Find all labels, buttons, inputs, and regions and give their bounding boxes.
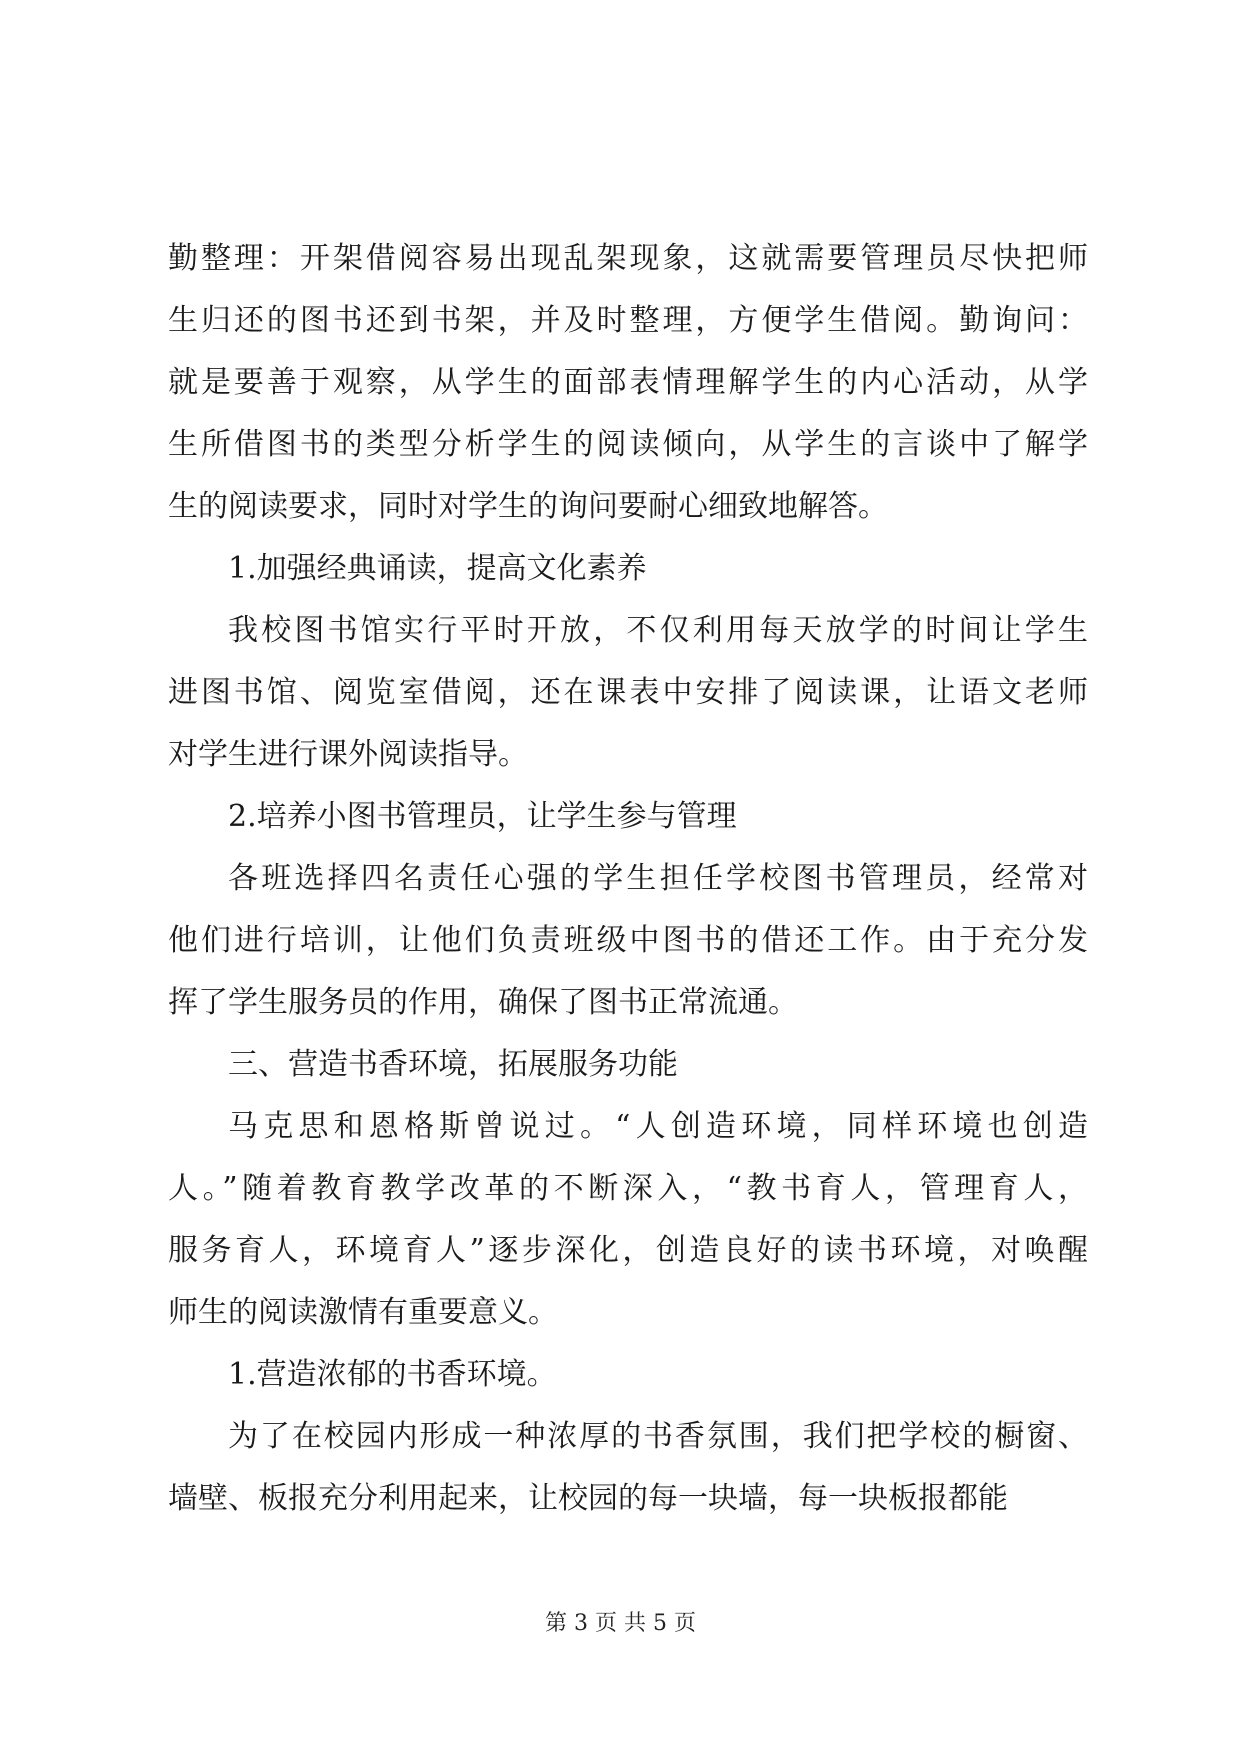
text-line: 师生的阅读激情有重要意义。 bbox=[168, 1295, 558, 1330]
text-line: 我校图书馆实行平时开放，不仅利用每天放学的时间让学生 bbox=[228, 613, 1088, 648]
paragraph bbox=[168, 538, 1088, 600]
text-line: 生所借图书的类型分析学生的阅读倾向，从学生的言谈中了解学 bbox=[168, 427, 1088, 462]
text-line: 服务育人，环境育人”逐步深化，创造良好的读书环境，对唤醒 bbox=[168, 1233, 1088, 1268]
text-line: 他们进行培训，让他们负责班级中图书的借还工作。由于充分发 bbox=[168, 923, 1088, 958]
text-line: 1.加强经典诵读，提高文化素养 bbox=[228, 551, 647, 586]
text-line: 墙壁、板报充分利用起来，让校园的每一块墙，每一块板报都能 bbox=[168, 1481, 1008, 1516]
text-line: 2.培养小图书管理员，让学生参与管理 bbox=[228, 799, 737, 834]
text-line: 生的阅读要求，同时对学生的询问要耐心细致地解答。 bbox=[168, 489, 888, 524]
paragraph bbox=[168, 848, 1088, 1034]
page-footer: 第 3 页 共 5 页 bbox=[545, 1611, 696, 1636]
paragraph bbox=[168, 1344, 1088, 1406]
text-line: 1.营造浓郁的书香环境。 bbox=[228, 1357, 557, 1392]
text-line: 人。”随着教育教学改革的不断深入，“教书育人，管理育人， bbox=[168, 1171, 1088, 1206]
paragraph bbox=[168, 228, 1088, 538]
text-line: 马克思和恩格斯曾说过。“人创造环境，同样环境也创造 bbox=[228, 1109, 1088, 1144]
text-line: 勤整理：开架借阅容易出现乱架现象，这就需要管理员尽快把师 bbox=[168, 241, 1088, 276]
paragraph bbox=[168, 1406, 1088, 1530]
paragraph bbox=[168, 1096, 1088, 1344]
text-line: 对学生进行课外阅读指导。 bbox=[168, 737, 528, 772]
text-line: 为了在校园内形成一种浓厚的书香氛围，我们把学校的橱窗、 bbox=[228, 1419, 1088, 1454]
text-line: 三、营造书香环境，拓展服务功能 bbox=[228, 1047, 678, 1082]
text-line: 进图书馆、阅览室借阅，还在课表中安排了阅读课，让语文老师 bbox=[168, 675, 1088, 710]
text-line: 生归还的图书还到书架，并及时整理，方便学生借阅。勤询问： bbox=[168, 303, 1088, 338]
paragraph bbox=[168, 786, 1088, 848]
paragraph bbox=[168, 600, 1088, 786]
text-line: 各班选择四名责任心强的学生担任学校图书管理员，经常对 bbox=[228, 861, 1088, 896]
document-body bbox=[168, 228, 1088, 1530]
text-line: 挥了学生服务员的作用，确保了图书正常流通。 bbox=[168, 985, 798, 1020]
paragraph bbox=[168, 1034, 1088, 1096]
text-line: 就是要善于观察，从学生的面部表情理解学生的内心活动，从学 bbox=[168, 365, 1088, 400]
